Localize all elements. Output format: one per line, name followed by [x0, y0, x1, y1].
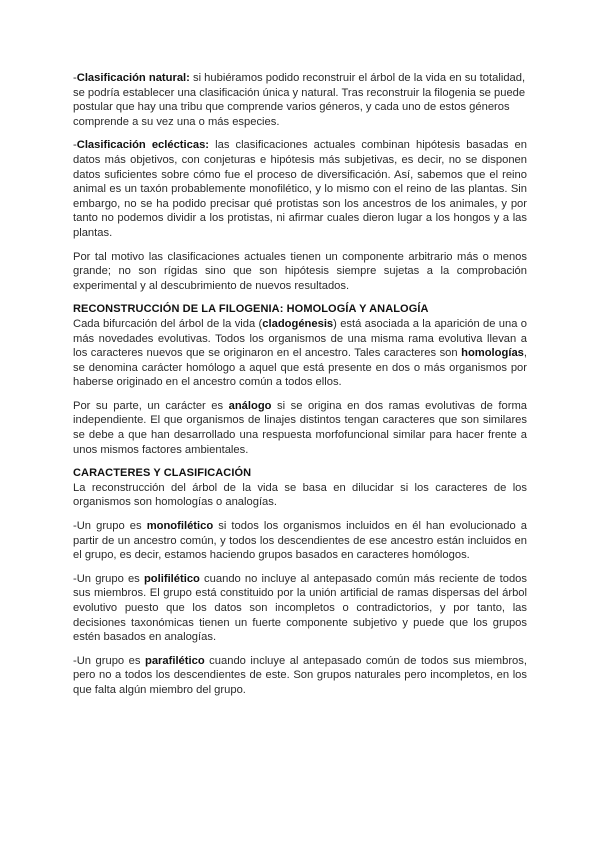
paragraph-text: si se origina en dos ramas evolutivas de forma independiente. El que organismos de linajes distintos tengan caracteres que son similares se debe a que han desarrollado una respuesta morfofuncional similar para hacer frente a unos mismos factores ambientales. [73, 399, 528, 456]
paragraph-text: Por su parte, un carácter es [73, 399, 229, 412]
term-analogo: análogo [228, 399, 272, 412]
paragraph-cladogenesis [73, 317, 527, 390]
paragraph-text: cuando no incluye al antepasado común más reciente de todos sus miembros. El grupo está constituido por la unión artificial de ramas dispersas del árbol evolutivo puesto que los datos son incompletos o contradictorios, y por tanto, las decisiones taxonómicas tienen un fuerte componente subjetivo y puede que los grupos estén basados en analogías. [73, 572, 527, 644]
paragraph-text: si hubiéramos podido reconstruir el árbol de la vida en su totalidad, se podría establecer una clasificación única y natural. Tras reconstruir la filogenia se puede postular que hay una tribu que comprende varios géneros, y cada uno de estos géneros comprende a su vez una o más especies. [73, 72, 526, 128]
paragraph-analogo [73, 399, 527, 457]
paragraph-clasificacion-natural [73, 71, 527, 129]
term-clasificacion-natural: Clasificación natural: [76, 72, 190, 84]
paragraph-parafiletico [73, 654, 527, 698]
paragraph-text: Por tal motivo las clasificaciones actuales tienen un componente arbitrario más o menos grande; no son rígidas sino que son hipótesis siempre sujetas a la comprobación experimental y al descubrimiento de nuevos resultados. [73, 250, 527, 292]
paragraph-text: -Un grupo es [73, 520, 147, 533]
paragraph-text: ) está asociada a la aparición de una o más novedades evolutivas. Todos los organismos de una misma rama evolutiva llevan a los caracteres nuevos que se originaron en el ancestro. Tales caracteres son [73, 317, 527, 360]
section-heading-caracteres: CARACTERES Y CLASIFICACIÓN [73, 467, 252, 480]
bullet: - [73, 139, 77, 152]
term-clasificacion-eclecticas: Clasificación eclécticas: [76, 139, 210, 152]
term-parafiletico: parafilético [144, 654, 205, 667]
paragraph-monofiletico [73, 519, 527, 563]
paragraph-text: las clasificaciones actuales combinan hipótesis basadas en datos más objetivos, con conjeturas e hipótesis más subjetivas, es decir, no se disponen datos suficientes sobre cómo fue el proceso de diversificación. Así, sabemos que el reino animal es un taxón probablemente monofilético, y lo mismo con el reino de las plantas. Sin embargo, no se ha podido precisar qué protistas son los ancestros de los animales, y por tanto no podemos dividir a los protistas, ni afirmar cuales dieron lugar a los hongos y a las plantas. [73, 139, 527, 239]
paragraph-reconstruccion [73, 481, 527, 510]
paragraph-text: cuando incluye al antepasado común de todos sus miembros, pero no a todos los descendientes de este. Son grupos naturales pero incompletos, en los que falta algún miembro del grupo. [73, 654, 527, 696]
paragraph-text: La reconstrucción del árbol de la vida se basa en dilucidar si los caracteres de los organismos son homologías o analogías. [73, 481, 527, 509]
term-cladogenesis: cladogénesis [262, 317, 334, 330]
paragraph-polifiletico [73, 572, 527, 645]
paragraph-clasificaciones-arbitrarias [73, 250, 527, 294]
paragraph-clasificacion-eclecticas [73, 138, 527, 240]
section-heading-filogenia: RECONSTRUCCIÓN DE LA FILOGENIA: HOMOLOGÍA Y ANALOGÍA [73, 303, 429, 316]
term-polifiletico: polifilético [143, 572, 200, 585]
paragraph-text: -Un grupo es [73, 654, 145, 667]
bullet: - [73, 72, 77, 84]
term-monofiletico: monofilético [146, 520, 214, 533]
paragraph-text: -Un grupo es [73, 572, 144, 585]
document-page [73, 71, 527, 707]
paragraph-text: , se denomina carácter homólogo a aquel que está presente en dos o más organismos por haberse originado en el ancestro común a todos ellos. [73, 347, 527, 389]
paragraph-text: Cada bifurcación del árbol de la vida ( [73, 317, 263, 330]
paragraph-text: si todos los organismos incluidos en él han evolucionado a partir de un ancestro común, y todos los descendientes de ese ancestro están incluidos en el grupo, es decir, estamos haciendo grupos basados en caracteres homólogos. [73, 520, 528, 562]
term-homologias: homologías [461, 347, 524, 360]
